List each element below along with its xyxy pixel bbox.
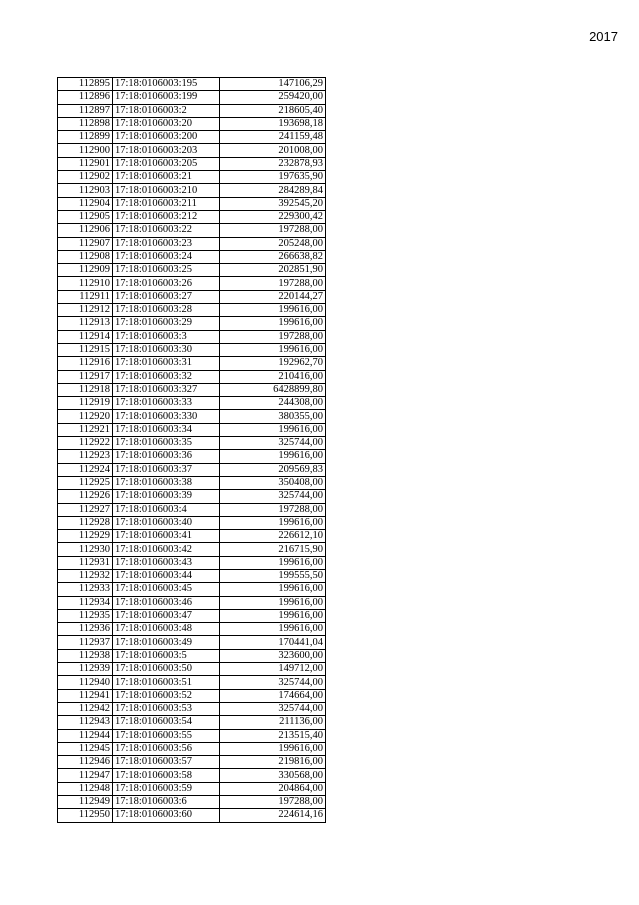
value-cell: 210416,00 bbox=[220, 370, 326, 383]
value-cell: 199616,00 bbox=[220, 583, 326, 596]
record-number-cell: 112917 bbox=[58, 370, 113, 383]
table-row bbox=[58, 543, 326, 556]
record-number-cell: 112916 bbox=[58, 357, 113, 370]
record-number-cell: 112939 bbox=[58, 663, 113, 676]
value-cell: 6428899,80 bbox=[220, 383, 326, 396]
value-cell: 204864,00 bbox=[220, 782, 326, 795]
value-cell: 330568,00 bbox=[220, 769, 326, 782]
record-number-cell: 112912 bbox=[58, 304, 113, 317]
value-cell: 218605,40 bbox=[220, 104, 326, 117]
table-row bbox=[58, 516, 326, 529]
record-number-cell: 112949 bbox=[58, 796, 113, 809]
value-cell: 199616,00 bbox=[220, 423, 326, 436]
record-number-cell: 112906 bbox=[58, 224, 113, 237]
table-row bbox=[58, 623, 326, 636]
value-cell: 202851,90 bbox=[220, 264, 326, 277]
record-number-cell: 112929 bbox=[58, 530, 113, 543]
table-row bbox=[58, 157, 326, 170]
value-cell: 197288,00 bbox=[220, 224, 326, 237]
table-row bbox=[58, 171, 326, 184]
cadastral-number-cell: 17:18:0106003:43 bbox=[113, 556, 220, 569]
table-row bbox=[58, 809, 326, 822]
cadastral-number-cell: 17:18:0106003:27 bbox=[113, 290, 220, 303]
value-cell: 199616,00 bbox=[220, 556, 326, 569]
table-row bbox=[58, 184, 326, 197]
table-row bbox=[58, 463, 326, 476]
table-row bbox=[58, 423, 326, 436]
table-row bbox=[58, 330, 326, 343]
record-number-cell: 112935 bbox=[58, 609, 113, 622]
record-number-cell: 112946 bbox=[58, 756, 113, 769]
cadastral-number-cell: 17:18:0106003:199 bbox=[113, 91, 220, 104]
cadastral-number-cell: 17:18:0106003:39 bbox=[113, 490, 220, 503]
value-cell: 284289,84 bbox=[220, 184, 326, 197]
value-cell: 226612,10 bbox=[220, 530, 326, 543]
table-row bbox=[58, 729, 326, 742]
cadastral-number-cell: 17:18:0106003:38 bbox=[113, 476, 220, 489]
value-cell: 201008,00 bbox=[220, 144, 326, 157]
value-cell: 199555,50 bbox=[220, 569, 326, 582]
cadastral-number-cell: 17:18:0106003:49 bbox=[113, 636, 220, 649]
value-cell: 199616,00 bbox=[220, 317, 326, 330]
cadastral-number-cell: 17:18:0106003:40 bbox=[113, 516, 220, 529]
cadastral-number-cell: 17:18:0106003:211 bbox=[113, 197, 220, 210]
table-row bbox=[58, 78, 326, 91]
cadastral-number-cell: 17:18:0106003:210 bbox=[113, 184, 220, 197]
cadastral-number-cell: 17:18:0106003:55 bbox=[113, 729, 220, 742]
value-cell: 266638,82 bbox=[220, 250, 326, 263]
cadastral-number-cell: 17:18:0106003:58 bbox=[113, 769, 220, 782]
table-row bbox=[58, 503, 326, 516]
value-cell: 199616,00 bbox=[220, 343, 326, 356]
cadastral-number-cell: 17:18:0106003:51 bbox=[113, 676, 220, 689]
table-row bbox=[58, 144, 326, 157]
value-cell: 199616,00 bbox=[220, 450, 326, 463]
value-cell: 199616,00 bbox=[220, 609, 326, 622]
record-number-cell: 112932 bbox=[58, 569, 113, 582]
cadastral-number-cell: 17:18:0106003:50 bbox=[113, 663, 220, 676]
record-number-cell: 112950 bbox=[58, 809, 113, 822]
cadastral-number-cell: 17:18:0106003:48 bbox=[113, 623, 220, 636]
cadastral-number-cell: 17:18:0106003:47 bbox=[113, 609, 220, 622]
cadastral-number-cell: 17:18:0106003:6 bbox=[113, 796, 220, 809]
record-number-cell: 112941 bbox=[58, 689, 113, 702]
table-row bbox=[58, 397, 326, 410]
value-cell: 199616,00 bbox=[220, 623, 326, 636]
cadastral-number-cell: 17:18:0106003:29 bbox=[113, 317, 220, 330]
value-cell: 147106,29 bbox=[220, 78, 326, 91]
value-cell: 211136,00 bbox=[220, 716, 326, 729]
value-cell: 197288,00 bbox=[220, 277, 326, 290]
table-row bbox=[58, 490, 326, 503]
record-number-cell: 112911 bbox=[58, 290, 113, 303]
record-number-cell: 112931 bbox=[58, 556, 113, 569]
table-row bbox=[58, 476, 326, 489]
cadastral-number-cell: 17:18:0106003:57 bbox=[113, 756, 220, 769]
table-row bbox=[58, 649, 326, 662]
table-row bbox=[58, 596, 326, 609]
value-cell: 174664,00 bbox=[220, 689, 326, 702]
table-row bbox=[58, 91, 326, 104]
table-row bbox=[58, 702, 326, 715]
cadastral-number-cell: 17:18:0106003:20 bbox=[113, 117, 220, 130]
record-number-cell: 112928 bbox=[58, 516, 113, 529]
cadastral-number-cell: 17:18:0106003:41 bbox=[113, 530, 220, 543]
table-row bbox=[58, 742, 326, 755]
record-number-cell: 112924 bbox=[58, 463, 113, 476]
table-row bbox=[58, 756, 326, 769]
cadastral-number-cell: 17:18:0106003:212 bbox=[113, 210, 220, 223]
cadastral-number-cell: 17:18:0106003:203 bbox=[113, 144, 220, 157]
record-number-cell: 112910 bbox=[58, 277, 113, 290]
value-cell: 192962,70 bbox=[220, 357, 326, 370]
cadastral-number-cell: 17:18:0106003:46 bbox=[113, 596, 220, 609]
cadastral-number-cell: 17:18:0106003:195 bbox=[113, 78, 220, 91]
table-row bbox=[58, 383, 326, 396]
record-number-cell: 112930 bbox=[58, 543, 113, 556]
table-row bbox=[58, 796, 326, 809]
value-cell: 392545,20 bbox=[220, 197, 326, 210]
record-number-cell: 112896 bbox=[58, 91, 113, 104]
value-cell: 199616,00 bbox=[220, 742, 326, 755]
record-number-cell: 112944 bbox=[58, 729, 113, 742]
table-row bbox=[58, 237, 326, 250]
table-row bbox=[58, 357, 326, 370]
cadastral-number-cell: 17:18:0106003:32 bbox=[113, 370, 220, 383]
records-table-body bbox=[58, 78, 326, 823]
table-row bbox=[58, 131, 326, 144]
table-row bbox=[58, 224, 326, 237]
value-cell: 149712,00 bbox=[220, 663, 326, 676]
record-number-cell: 112943 bbox=[58, 716, 113, 729]
record-number-cell: 112915 bbox=[58, 343, 113, 356]
table-row bbox=[58, 450, 326, 463]
record-number-cell: 112898 bbox=[58, 117, 113, 130]
record-number-cell: 112914 bbox=[58, 330, 113, 343]
cadastral-number-cell: 17:18:0106003:44 bbox=[113, 569, 220, 582]
value-cell: 380355,00 bbox=[220, 410, 326, 423]
cadastral-number-cell: 17:18:0106003:205 bbox=[113, 157, 220, 170]
value-cell: 232878,93 bbox=[220, 157, 326, 170]
cadastral-number-cell: 17:18:0106003:54 bbox=[113, 716, 220, 729]
record-number-cell: 112948 bbox=[58, 782, 113, 795]
cadastral-number-cell: 17:18:0106003:2 bbox=[113, 104, 220, 117]
record-number-cell: 112895 bbox=[58, 78, 113, 91]
value-cell: 224614,16 bbox=[220, 809, 326, 822]
table-row bbox=[58, 304, 326, 317]
record-number-cell: 112940 bbox=[58, 676, 113, 689]
record-number-cell: 112938 bbox=[58, 649, 113, 662]
value-cell: 323600,00 bbox=[220, 649, 326, 662]
cadastral-number-cell: 17:18:0106003:31 bbox=[113, 357, 220, 370]
value-cell: 229300,42 bbox=[220, 210, 326, 223]
record-number-cell: 112907 bbox=[58, 237, 113, 250]
value-cell: 241159,48 bbox=[220, 131, 326, 144]
cadastral-number-cell: 17:18:0106003:52 bbox=[113, 689, 220, 702]
record-number-cell: 112942 bbox=[58, 702, 113, 715]
record-number-cell: 112922 bbox=[58, 437, 113, 450]
table-row bbox=[58, 437, 326, 450]
cadastral-number-cell: 17:18:0106003:30 bbox=[113, 343, 220, 356]
cadastral-number-cell: 17:18:0106003:28 bbox=[113, 304, 220, 317]
record-number-cell: 112918 bbox=[58, 383, 113, 396]
value-cell: 199616,00 bbox=[220, 304, 326, 317]
cadastral-number-cell: 17:18:0106003:330 bbox=[113, 410, 220, 423]
cadastral-number-cell: 17:18:0106003:60 bbox=[113, 809, 220, 822]
record-number-cell: 112897 bbox=[58, 104, 113, 117]
table-row bbox=[58, 689, 326, 702]
record-number-cell: 112921 bbox=[58, 423, 113, 436]
cadastral-number-cell: 17:18:0106003:53 bbox=[113, 702, 220, 715]
value-cell: 205248,00 bbox=[220, 237, 326, 250]
page-year: 2017 bbox=[589, 29, 618, 44]
record-number-cell: 112934 bbox=[58, 596, 113, 609]
record-number-cell: 112902 bbox=[58, 171, 113, 184]
record-number-cell: 112900 bbox=[58, 144, 113, 157]
value-cell: 197288,00 bbox=[220, 796, 326, 809]
record-number-cell: 112945 bbox=[58, 742, 113, 755]
value-cell: 325744,00 bbox=[220, 676, 326, 689]
table-row bbox=[58, 264, 326, 277]
value-cell: 325744,00 bbox=[220, 490, 326, 503]
cadastral-number-cell: 17:18:0106003:34 bbox=[113, 423, 220, 436]
cadastral-number-cell: 17:18:0106003:22 bbox=[113, 224, 220, 237]
table-row bbox=[58, 104, 326, 117]
value-cell: 213515,40 bbox=[220, 729, 326, 742]
table-row bbox=[58, 117, 326, 130]
value-cell: 325744,00 bbox=[220, 702, 326, 715]
cadastral-number-cell: 17:18:0106003:37 bbox=[113, 463, 220, 476]
table-row bbox=[58, 250, 326, 263]
record-number-cell: 112920 bbox=[58, 410, 113, 423]
value-cell: 170441,04 bbox=[220, 636, 326, 649]
table-row bbox=[58, 716, 326, 729]
record-number-cell: 112927 bbox=[58, 503, 113, 516]
cadastral-number-cell: 17:18:0106003:25 bbox=[113, 264, 220, 277]
table-row bbox=[58, 343, 326, 356]
table-row bbox=[58, 410, 326, 423]
record-number-cell: 112919 bbox=[58, 397, 113, 410]
cadastral-number-cell: 17:18:0106003:5 bbox=[113, 649, 220, 662]
cadastral-number-cell: 17:18:0106003:42 bbox=[113, 543, 220, 556]
value-cell: 197288,00 bbox=[220, 503, 326, 516]
table-row bbox=[58, 370, 326, 383]
table-row bbox=[58, 676, 326, 689]
value-cell: 325744,00 bbox=[220, 437, 326, 450]
value-cell: 219816,00 bbox=[220, 756, 326, 769]
cadastral-number-cell: 17:18:0106003:26 bbox=[113, 277, 220, 290]
cadastral-number-cell: 17:18:0106003:24 bbox=[113, 250, 220, 263]
record-number-cell: 112933 bbox=[58, 583, 113, 596]
table-row bbox=[58, 636, 326, 649]
cadastral-number-cell: 17:18:0106003:36 bbox=[113, 450, 220, 463]
value-cell: 193698,18 bbox=[220, 117, 326, 130]
cadastral-number-cell: 17:18:0106003:3 bbox=[113, 330, 220, 343]
cadastral-number-cell: 17:18:0106003:21 bbox=[113, 171, 220, 184]
record-number-cell: 112947 bbox=[58, 769, 113, 782]
value-cell: 216715,90 bbox=[220, 543, 326, 556]
cadastral-number-cell: 17:18:0106003:327 bbox=[113, 383, 220, 396]
record-number-cell: 112905 bbox=[58, 210, 113, 223]
value-cell: 220144,27 bbox=[220, 290, 326, 303]
table-row bbox=[58, 609, 326, 622]
record-number-cell: 112913 bbox=[58, 317, 113, 330]
table-row bbox=[58, 530, 326, 543]
record-number-cell: 112901 bbox=[58, 157, 113, 170]
table-row bbox=[58, 663, 326, 676]
cadastral-number-cell: 17:18:0106003:59 bbox=[113, 782, 220, 795]
cadastral-number-cell: 17:18:0106003:4 bbox=[113, 503, 220, 516]
record-number-cell: 112936 bbox=[58, 623, 113, 636]
table-row bbox=[58, 290, 326, 303]
table-row bbox=[58, 583, 326, 596]
table-row bbox=[58, 197, 326, 210]
table-row bbox=[58, 277, 326, 290]
record-number-cell: 112923 bbox=[58, 450, 113, 463]
cadastral-number-cell: 17:18:0106003:23 bbox=[113, 237, 220, 250]
cadastral-number-cell: 17:18:0106003:35 bbox=[113, 437, 220, 450]
records-table bbox=[57, 77, 326, 823]
value-cell: 244308,00 bbox=[220, 397, 326, 410]
cadastral-number-cell: 17:18:0106003:200 bbox=[113, 131, 220, 144]
value-cell: 199616,00 bbox=[220, 596, 326, 609]
record-number-cell: 112908 bbox=[58, 250, 113, 263]
value-cell: 197635,90 bbox=[220, 171, 326, 184]
table-row bbox=[58, 769, 326, 782]
table-row bbox=[58, 317, 326, 330]
value-cell: 199616,00 bbox=[220, 516, 326, 529]
record-number-cell: 112904 bbox=[58, 197, 113, 210]
value-cell: 209569,83 bbox=[220, 463, 326, 476]
table-row bbox=[58, 569, 326, 582]
table-row bbox=[58, 210, 326, 223]
value-cell: 350408,00 bbox=[220, 476, 326, 489]
value-cell: 259420,00 bbox=[220, 91, 326, 104]
table-row bbox=[58, 782, 326, 795]
value-cell: 197288,00 bbox=[220, 330, 326, 343]
cadastral-number-cell: 17:18:0106003:33 bbox=[113, 397, 220, 410]
record-number-cell: 112899 bbox=[58, 131, 113, 144]
record-number-cell: 112937 bbox=[58, 636, 113, 649]
record-number-cell: 112926 bbox=[58, 490, 113, 503]
cadastral-number-cell: 17:18:0106003:45 bbox=[113, 583, 220, 596]
record-number-cell: 112903 bbox=[58, 184, 113, 197]
record-number-cell: 112925 bbox=[58, 476, 113, 489]
table-row bbox=[58, 556, 326, 569]
record-number-cell: 112909 bbox=[58, 264, 113, 277]
cadastral-number-cell: 17:18:0106003:56 bbox=[113, 742, 220, 755]
